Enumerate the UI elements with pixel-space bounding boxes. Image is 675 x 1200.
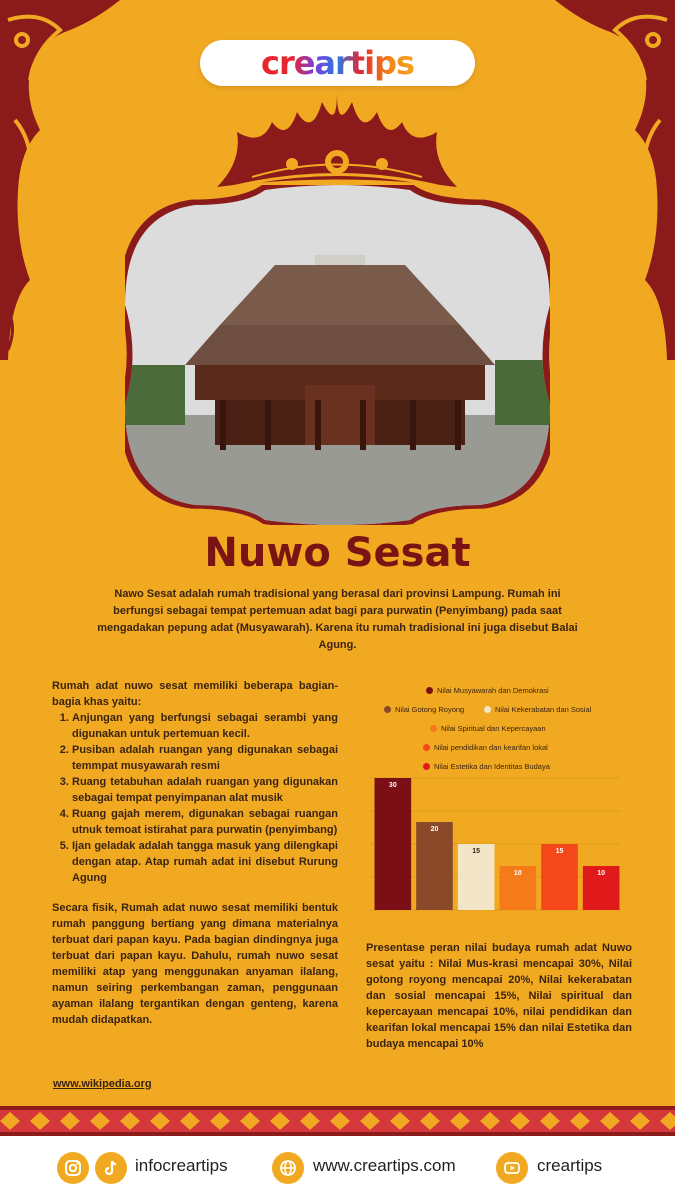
nuwo-sesat-photo (125, 185, 550, 525)
youtube-handle[interactable]: creartips (537, 1156, 603, 1175)
social-handle[interactable]: infocreartips (135, 1156, 228, 1175)
legend-swatch (423, 744, 430, 751)
parts-list (52, 710, 338, 886)
house-parts-section (52, 678, 338, 1028)
legend-item (430, 724, 546, 733)
bar (416, 822, 453, 910)
page-title: Nuwo Sesat (204, 530, 471, 576)
youtube-icon[interactable] (496, 1152, 528, 1184)
decorative-border (0, 1106, 675, 1136)
bar-value-label: 10 (513, 870, 522, 877)
chart-description: Presentase peran nilai budaya rumah adat Nuwo sesat yaitu : Nilai Mus-krasi mencapai 30%, Nilai gotong royong mencapai 20%, Nilai kekerabatan dan sosial mencapai 15%, Nilai spiritual dan kepercayaan mencapai 10%, nilai pendidikan dan kearifan lokal mencapai 15% dan nilai Estetika dan budaya mencapai 10% (366, 942, 632, 1050)
bar-value-label: 15 (472, 848, 481, 855)
intro-paragraph: Nawo Sesat adalah rumah tradisional yang berasal dari provinsi Lampung. Rumah ini berfungsi sebagai tempat pertemuan adat bagi para purwatin (Penyimbang) pada saat mengadakan pepung adat (Musyawarah). Karena itu rumah tradisional ini juga disebut Balai Agung. (97, 588, 578, 651)
logo-badge[interactable] (200, 40, 475, 86)
bar (375, 778, 412, 910)
legend-label: Nilai Musyawarah dan Demokrasi (437, 686, 549, 695)
physical-description: Secara fisik, Rumah adat nuwo sesat memiliki bentuk rumah panggung bertiang yang dimana materialnya terbuat dari papan kayu. Pada bagian dindingnya juga terbuat dari papan kayu. Dahulu, rumah nuwo sesat memiliki atap yang menggunakan anyaman ilalang, namun seiring perkembangan zaman, penggunaan ayaman ilalang tergantikan dengan genteng, karena mudah didapatkan. (52, 902, 338, 1026)
list-item: 5. Ijan geladak adalah tangga masuk yang dilengkapi dengan atap. Atap rumah adat ini disebut Rurung Agung (72, 838, 338, 886)
legend-swatch (430, 725, 437, 732)
list-item: 3. Ruang tetabuhan adalah ruangan yang digunakan sebagai tempat penyimpanan alat musik (72, 774, 338, 806)
instagram-icon[interactable] (57, 1152, 89, 1184)
bar-value-label: 10 (597, 870, 606, 877)
legend-item (426, 686, 549, 695)
bar-value-label: 20 (430, 826, 439, 833)
legend-swatch (423, 763, 430, 770)
legend-item (484, 705, 591, 714)
legend-label: Nilai Spiritual dan Kepercayaan (441, 724, 546, 733)
legend-item (423, 743, 548, 752)
legend-label: Nilai Kekerabatan dan Sosial (495, 705, 592, 714)
left-ornament (0, 0, 120, 360)
bar-value-label: 15 (555, 848, 564, 855)
globe-icon[interactable] (272, 1152, 304, 1184)
parts-lead: Rumah adat nuwo sesat memiliki beberapa bagian-bagia khas yaitu: (52, 680, 338, 708)
bar-chart (360, 770, 630, 915)
legend-swatch (384, 706, 391, 713)
logo-text: creartips (260, 44, 415, 82)
legend-swatch (484, 706, 491, 713)
tiktok-icon[interactable] (95, 1152, 127, 1184)
legend-item (384, 705, 464, 714)
bar-value-label: 30 (388, 782, 397, 789)
right-ornament (555, 0, 675, 360)
source-link[interactable]: www.wikipedia.org (53, 1078, 152, 1090)
list-item: 2. Pusiban adalah ruangan yang digunakan sebagai temmpat musyawarah resmi (72, 742, 338, 774)
list-item: 4. Ruang gajah merem, digunakan sebagai ruangan utnuk temoat istirahat para purwatin (penyimbang) (72, 806, 338, 838)
legend-label: Nilai pendidikan dan kearifan lokal (434, 743, 548, 752)
list-item: 1. Anjungan yang berfungsi sebagai serambi yang digunakan untuk pertemuan kecil. (72, 710, 338, 742)
legend-label: Nilai Estetika dan Identitas Budaya (434, 762, 550, 771)
legend-label: Nilai Gotong Royong (395, 705, 465, 714)
website-link[interactable]: www.creartips.com (313, 1156, 456, 1175)
legend-swatch (426, 687, 433, 694)
footer-bar (0, 1136, 675, 1200)
